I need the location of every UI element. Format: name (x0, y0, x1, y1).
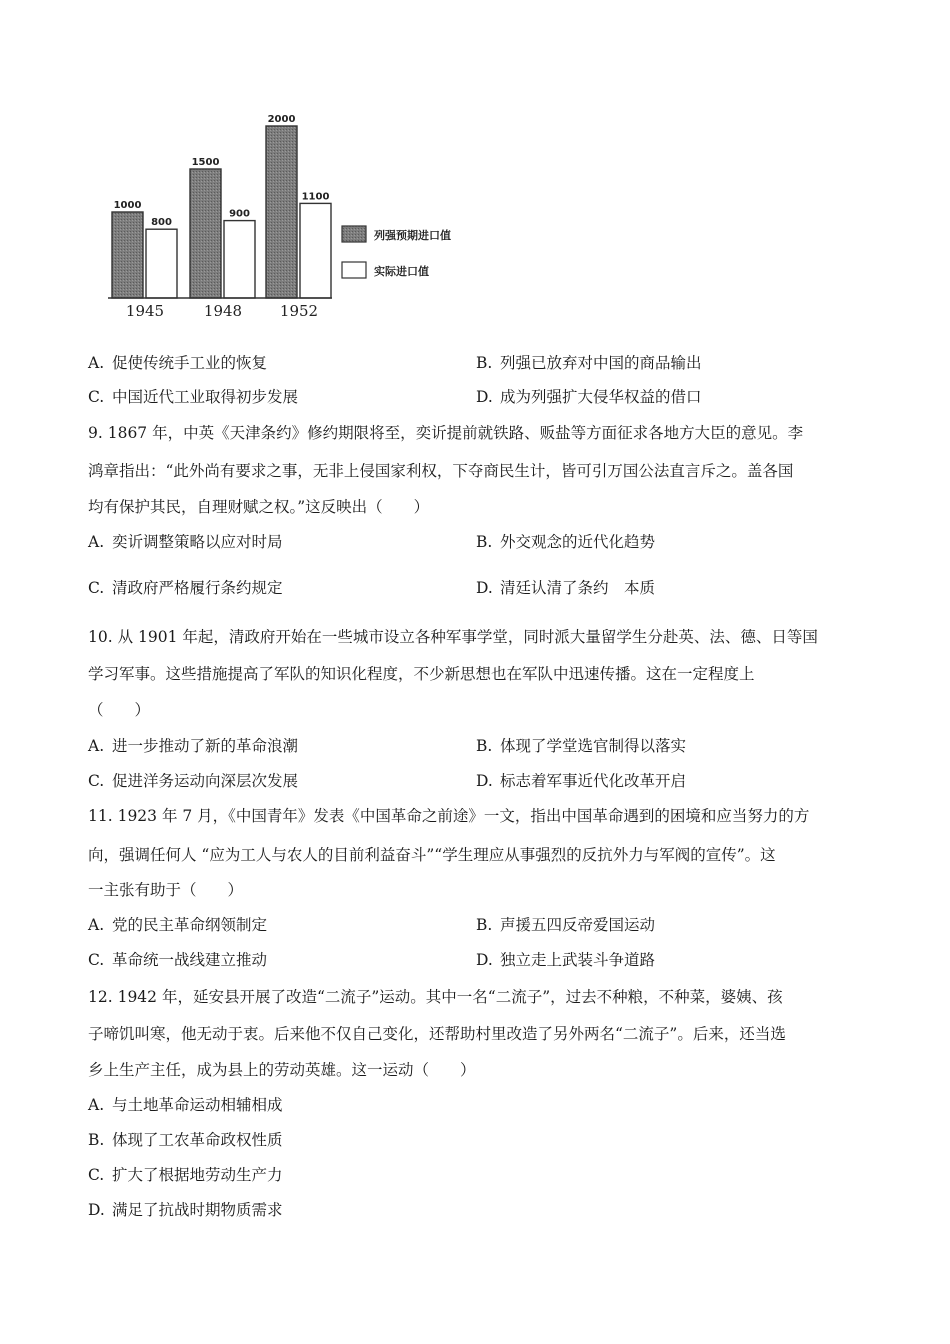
data-label-expected-1948: 1500 (191, 157, 220, 168)
option-text: 标志着军事近代化改革开启 (500, 772, 687, 790)
option-label: C. (88, 388, 105, 406)
q9-stem-line-1: 9. 1867 年，中英《天津条约》修约期限将至，奕䜣提前就铁路、贩盐等方面征求各地方大臣的意见。李 (88, 424, 804, 442)
data-label-actual-1952: 1100 (301, 191, 330, 203)
option-label: A. (88, 533, 105, 551)
q10-option-b[interactable] (476, 736, 686, 756)
option-text: 革命统一战线建立推动 (112, 951, 268, 969)
option-text: 清政府严格履行条约规定 (112, 579, 283, 597)
q10-stem-line-1: 10. 从 1901 年起，清政府开始在一些城市设立各种军事学堂，同时派大量留学生分赴英、法、德、日等国 (88, 628, 818, 646)
q12-option-a[interactable] (88, 1095, 283, 1115)
data-label-actual-1945: 800 (151, 217, 172, 229)
option-label: D. (88, 1201, 105, 1219)
q9-option-c[interactable] (88, 578, 283, 598)
import-value-bar-chart (100, 108, 480, 330)
option-text: 满足了抗战时期物质需求 (112, 1201, 283, 1219)
option-text: 列强已放弃对中国的商品输出 (500, 354, 702, 372)
option-text: 清廷认清了条约 本质 (500, 579, 656, 597)
q12-stem-line-3: 乡上生产主任，成为县上的劳动英雄。这一运动（ ） (88, 1061, 476, 1079)
bar-actual-1948 (224, 221, 255, 298)
q11-stem-line-2: 向，强调任何人 “应为工人与农人的目前利益奋斗”“学生理应从事强烈的反抗外力与军阀的宣传”。这 (88, 846, 776, 864)
legend-label-expected: 列强预期进口值 (374, 229, 451, 242)
option-text: 中国近代工业取得初步发展 (112, 388, 299, 406)
option-text: 独立走上武装斗争道路 (500, 951, 656, 969)
option-label: A. (88, 916, 105, 934)
option-label: A. (88, 1096, 105, 1114)
option-label: B. (476, 737, 493, 755)
option-text: 进一步推动了新的革命浪潮 (112, 737, 299, 755)
option-label: D. (476, 951, 493, 969)
x-tick-label-1948: 1948 (203, 302, 243, 320)
option-label: C. (88, 951, 105, 969)
q12-stem-line-2: 子啼饥叫寒，他无动于衷。后来他不仅自己变化，还帮助村里改造了另外两名“二流子”。后来，还当选 (88, 1025, 786, 1043)
option-text: 体现了学堂选官制得以落实 (500, 737, 687, 755)
option-text: 扩大了根据地劳动生产力 (112, 1166, 283, 1184)
option-label: A. (88, 737, 105, 755)
q10-option-c[interactable] (88, 771, 298, 791)
q9-option-b[interactable] (476, 532, 655, 552)
q12-option-c[interactable] (88, 1165, 283, 1185)
option-text: 党的民主革命纲领制定 (112, 916, 268, 934)
option-text: 声援五四反帝爱国运动 (500, 916, 656, 934)
option-label: D. (476, 579, 493, 597)
option-text: 与土地革命运动相辅相成 (112, 1096, 283, 1114)
legend-swatch-actual (342, 262, 366, 278)
q11-stem-line-1: 11. 1923 年 7 月，《中国青年》发表《中国革命之前途》一文，指出中国革命遇到的困境和应当努力的方 (88, 807, 810, 825)
option-text: 体现了工农革命政权性质 (112, 1131, 283, 1149)
option-label: B. (476, 533, 493, 551)
q8-option-c[interactable] (88, 387, 298, 407)
q12-stem-line-1: 12. 1942 年，延安县开展了改造“二流子”运动。其中一名“二流子”，过去不种粮，不种菜，婆姨、孩 (88, 988, 783, 1006)
legend-label-actual: 实际进口值 (374, 265, 429, 278)
option-text: 促使传统手工业的恢复 (112, 354, 268, 372)
option-label: A. (88, 354, 105, 372)
data-label-expected-1945: 1000 (113, 200, 142, 211)
option-text: 促进洋务运动向深层次发展 (112, 772, 299, 790)
x-tick-label-1952: 1952 (279, 302, 319, 320)
option-text: 外交观念的近代化趋势 (500, 533, 656, 551)
q12-option-d[interactable] (88, 1200, 283, 1220)
bar-expected-1945 (112, 212, 143, 298)
q8-option-b[interactable] (476, 353, 702, 373)
q9-stem-line-3: 均有保护其民，自理财赋之权。”这反映出（ ） (88, 498, 430, 516)
option-label: C. (88, 772, 105, 790)
bar-expected-1948 (190, 169, 221, 298)
q9-stem-line-2: 鸿章指出：“此外尚有要求之事，无非上侵国家利权，下夺商民生计，皆可引万国公法直言斥之。盖各国 (88, 462, 794, 480)
bar-actual-1945 (146, 229, 177, 298)
q11-option-b[interactable] (476, 915, 655, 935)
option-label: B. (88, 1131, 105, 1149)
q11-option-a[interactable] (88, 915, 267, 935)
option-label: D. (476, 388, 493, 406)
option-text: 成为列强扩大侵华权益的借口 (500, 388, 702, 406)
q8-option-d[interactable] (476, 387, 702, 407)
bar-expected-1952 (266, 126, 297, 298)
q9-option-a[interactable] (88, 532, 283, 552)
data-label-actual-1948: 900 (229, 208, 250, 220)
option-label: D. (476, 772, 493, 790)
q11-stem-line-3: 一主张有助于（ ） (88, 881, 244, 899)
data-label-expected-1952: 2000 (267, 114, 296, 125)
option-label: B. (476, 916, 493, 934)
q10-stem-line-3: （ ） (88, 701, 151, 719)
option-label: C. (88, 1166, 105, 1184)
q12-option-b[interactable] (88, 1130, 283, 1150)
q10-option-d[interactable] (476, 771, 686, 791)
q9-option-d[interactable] (476, 578, 655, 598)
x-tick-label-1945: 1945 (125, 302, 165, 320)
q10-option-a[interactable] (88, 736, 298, 756)
q11-option-d[interactable] (476, 950, 655, 970)
option-label: C. (88, 579, 105, 597)
bar-actual-1952 (300, 203, 331, 298)
q11-option-c[interactable] (88, 950, 267, 970)
q8-option-a[interactable] (88, 353, 267, 373)
option-text: 奕䜣调整策略以应对时局 (112, 533, 283, 551)
legend-swatch-expected (342, 226, 366, 242)
q10-stem-line-2: 学习军事。这些措施提高了军队的知识化程度，不少新思想也在军队中迅速传播。这在一定程度上 (88, 665, 755, 683)
option-label: B. (476, 354, 493, 372)
